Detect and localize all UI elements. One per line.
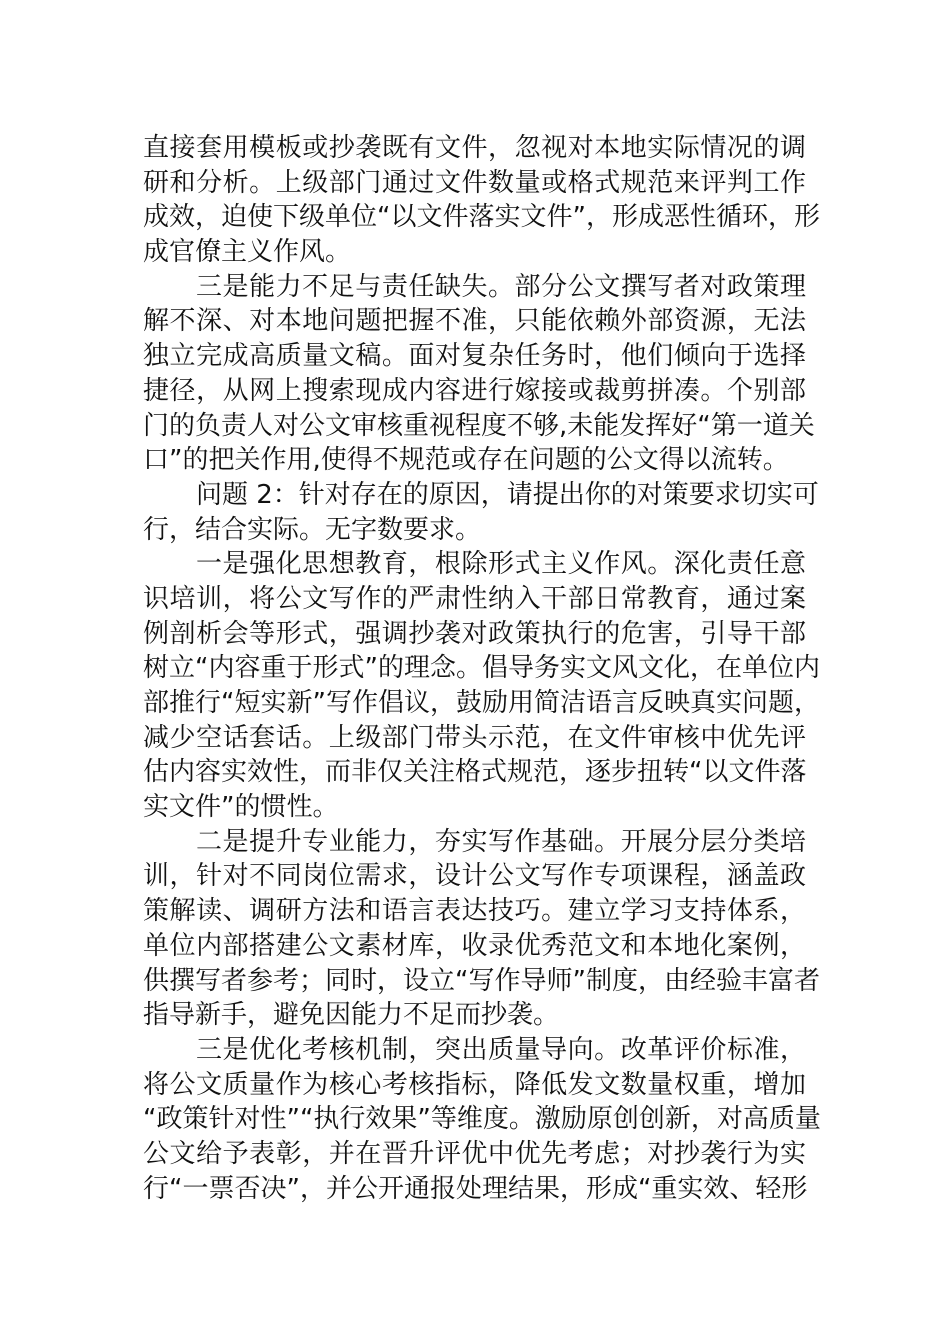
text-line: 单位内部搭建公文素材库，收录优秀范文和本地化案例，	[143, 930, 806, 961]
text-line: 门的负责人对公文审核重视程度不够,未能发挥好“第一道关	[143, 410, 815, 441]
text-line: 行，结合实际。无字数要求。	[143, 514, 482, 545]
text-line: 训，针对不同岗位需求，设计公文写作专项课程，涵盖政	[143, 861, 806, 892]
paragraph	[143, 1033, 821, 1206]
text-line: 减少空话套话。上级部门带头示范，在文件审核中优先评	[143, 722, 806, 753]
text-line: 二是提升专业能力，夯实写作基础。开展分层分类培	[196, 826, 806, 857]
text-line: 三是能力不足与责任缺失。部分公文撰写者对政策理	[196, 271, 806, 302]
text-line: 成官僚主义作风。	[143, 237, 352, 268]
text-line: 一是强化思想教育，根除形式主义作风。深化责任意	[196, 549, 806, 580]
paragraph	[143, 478, 819, 547]
text-line: 将公文质量作为核心考核指标，降低发文数量权重，增加	[143, 1069, 806, 1100]
text-line: 解不深、对本地问题把握不准，只能依赖外部资源，无法	[143, 306, 806, 337]
text-line: 策解读、调研方法和语言表达技巧。建立学习支持体系，	[143, 896, 806, 927]
text-line: 估内容实效性，而非仅关注格式规范，逐步扭转“以文件落	[143, 757, 807, 788]
text-line: 部推行“短实新”写作倡议，鼓励用简洁语言反映真实问题，	[143, 688, 820, 718]
text-line: 指导新手，避免因能力不足而抄袭。	[143, 1000, 560, 1031]
text-line: 直接套用模板或抄袭既有文件，忽视对本地实际情况的调	[143, 133, 806, 163]
text-line: 供撰写者参考；同时，设立“写作导师”制度，由经验丰富者	[143, 965, 820, 996]
text-line: 三是优化考核机制，突出质量导向。改革评价标准，	[196, 1034, 806, 1065]
text-line: 识培训，将公文写作的严肃性纳入干部日常教育，通过案	[143, 583, 806, 614]
text-line: 例剖析会等形式，强调抄袭对政策执行的危害，引导干部	[143, 618, 806, 649]
paragraph	[143, 131, 820, 270]
paragraph	[143, 825, 820, 1033]
text-line: 实文件”的惯性。	[143, 792, 339, 823]
text-line: 问题 2：针对存在的原因，请提出你的对策要求切实可	[196, 479, 819, 510]
text-line: 行“一票否决”，并公开通报处理结果，形成“重实效、轻形	[143, 1173, 808, 1204]
text-line: 树立“内容重于形式”的理念。倡导务实文风文化，在单位内	[143, 653, 820, 684]
text-line: “政策针对性”“执行效果”等维度。激励原创创新，对高质量	[143, 1104, 821, 1135]
paragraph	[143, 270, 815, 478]
text-line: 独立完成高质量文稿。面对复杂任务时，他们倾向于选择	[143, 341, 806, 372]
text-line: 公文给予表彰，并在晋升评优中优先考虑；对抄袭行为实	[143, 1138, 806, 1169]
text-line: 捷径，从网上搜索现成内容进行嫁接或裁剪拼凑。个别部	[143, 375, 806, 406]
text-line: 口”的把关作用,使得不规范或存在问题的公文得以流转。	[143, 445, 789, 476]
paragraph	[143, 547, 820, 825]
document-page	[143, 131, 821, 1206]
text-line: 成效，迫使下级单位“以文件落实文件”，形成恶性循环，形	[143, 202, 820, 233]
text-line: 研和分析。上级部门通过文件数量或格式规范来评判工作	[143, 167, 806, 198]
